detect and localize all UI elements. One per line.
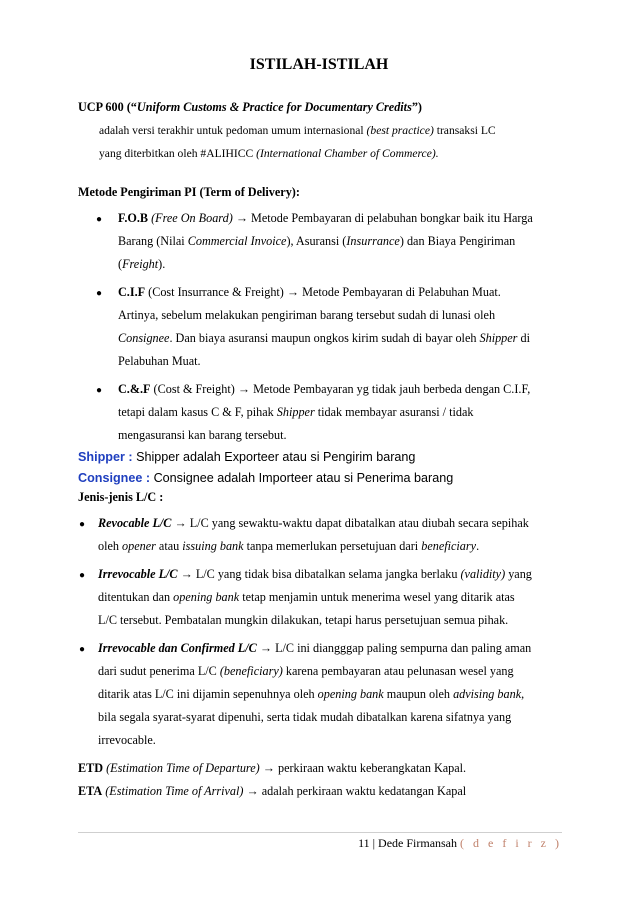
ucp-line-2 bbox=[78, 142, 562, 165]
ucp-heading-italic: Uniform Customs & Practice for Documentary Credits bbox=[136, 100, 412, 114]
metode-heading: Metode Pengiriman PI (Term of Delivery): bbox=[78, 185, 300, 199]
text: (validity) bbox=[460, 567, 506, 581]
text: Irrevocable L/C bbox=[98, 567, 178, 581]
text: , bbox=[521, 687, 525, 701]
text: F.O.B bbox=[118, 211, 149, 225]
footer bbox=[358, 836, 562, 851]
text: (International Chamber of Commerce). bbox=[256, 147, 439, 160]
text: Freight bbox=[122, 257, 159, 271]
text: oleh bbox=[98, 539, 123, 553]
lc-heading: Jenis-jenis L/C : bbox=[78, 490, 164, 504]
page-title: ISTILAH-ISTILAH bbox=[249, 56, 389, 73]
author-name: Dede Firmansah bbox=[378, 836, 461, 850]
confirmed-line-2 bbox=[98, 660, 562, 683]
arrow-icon: → bbox=[262, 761, 275, 775]
fob-line-2 bbox=[118, 230, 562, 253]
text: opening bank bbox=[173, 590, 240, 604]
cif-line-2: Artinya, sebelum melakukan pengiriman barang tersebut sudah di lunasi oleh bbox=[118, 308, 496, 322]
confirmed-line-1 bbox=[98, 637, 562, 660]
cf-line-2 bbox=[118, 401, 562, 424]
consignee-label: Consignee : bbox=[78, 471, 151, 485]
text: Consignee bbox=[118, 331, 170, 345]
fob-line-1 bbox=[118, 207, 562, 230]
bullet-icon: ● bbox=[96, 214, 103, 225]
shipper-line bbox=[78, 447, 562, 468]
text: ), Asuransi ( bbox=[286, 234, 347, 248]
text: (Estimation Time of Departure) bbox=[106, 761, 260, 775]
text: Shipper bbox=[479, 331, 518, 345]
text: L/C ini diangggap paling sempurna dan paling aman bbox=[272, 641, 532, 655]
text: L/C yang tidak bisa dibatalkan selama jangka berlaku bbox=[192, 567, 461, 581]
revocable-line-1 bbox=[98, 512, 562, 535]
text: ) dan Biaya Pengiriman bbox=[399, 234, 516, 248]
ucp-section bbox=[78, 96, 562, 165]
text: C.&.F bbox=[118, 382, 151, 396]
text: tetap menjamin untuk menerima wesel yang ditarik atas bbox=[239, 590, 515, 604]
cif-line-1 bbox=[118, 281, 562, 304]
text: (Cost Insurrance & Freight) bbox=[145, 285, 287, 299]
ucp-line-1 bbox=[78, 119, 562, 142]
arrow-icon: → bbox=[235, 211, 248, 225]
cf-line-1 bbox=[118, 378, 562, 401]
revocable-line-2 bbox=[98, 535, 562, 558]
text: L/C yang sewaktu-waktu dapat dibatalkan atau diubah secara sepihak bbox=[186, 516, 529, 530]
metode-section bbox=[78, 181, 562, 489]
list-item-confirmed bbox=[78, 637, 562, 752]
text: Metode Pembayaran di pelabuhan bongkar baik itu Harga bbox=[248, 211, 533, 225]
text: beneficiary bbox=[421, 539, 477, 553]
text: (Estimation Time of Arrival) bbox=[105, 784, 244, 798]
text: Shipper bbox=[276, 405, 315, 419]
text: ETD bbox=[78, 761, 104, 775]
text: yang bbox=[505, 567, 532, 581]
confirmed-line-3 bbox=[98, 683, 562, 706]
bullet-icon: ● bbox=[96, 385, 103, 396]
text: (beneficiary) bbox=[219, 664, 283, 678]
ucp-heading-start: UCP 600 (“ bbox=[78, 100, 137, 114]
author-nick: ( d e f i r z ) bbox=[460, 836, 562, 850]
arrow-icon: → bbox=[259, 641, 273, 655]
confirmed-line-5: irrevocable. bbox=[98, 733, 156, 747]
lc-section bbox=[78, 486, 562, 803]
text: di bbox=[517, 331, 530, 345]
footer-divider bbox=[78, 832, 562, 833]
list-item-cf bbox=[78, 378, 562, 447]
text: tidak membayar asuransi / tidak bbox=[314, 405, 474, 419]
text: (best practice) bbox=[366, 124, 434, 137]
fob-line-3 bbox=[118, 253, 562, 276]
text: advising bank bbox=[453, 687, 522, 701]
bullet-icon: ● bbox=[79, 570, 86, 581]
text: adalah perkiraan waktu kedatangan Kapal bbox=[258, 784, 467, 798]
text: (Free On Board) bbox=[151, 211, 233, 225]
text: . Dan biaya asuransi maupun ongkos kirim sudah di bayar oleh bbox=[169, 331, 480, 345]
text: Barang (Nilai bbox=[118, 234, 188, 248]
arrow-icon: → bbox=[174, 516, 187, 530]
text: maupun oleh bbox=[383, 687, 454, 701]
cif-line-4: Pelabuhan Muat. bbox=[118, 354, 201, 368]
text: Metode Pembayaran di Pelabuhan Muat. bbox=[299, 285, 501, 299]
bullet-icon: ● bbox=[96, 288, 103, 299]
list-item-revocable bbox=[78, 512, 562, 558]
page-number: 11 bbox=[358, 836, 370, 850]
eta-line bbox=[78, 780, 562, 803]
text: perkiraan waktu keberangkatan Kapal. bbox=[274, 761, 467, 775]
text: ). bbox=[158, 257, 166, 271]
text: opening bank bbox=[317, 687, 384, 701]
text: ( bbox=[118, 257, 123, 271]
ucp-heading-end: ”) bbox=[411, 100, 422, 114]
text: yang diterbitkan oleh #ALIHICC bbox=[99, 147, 257, 160]
text: Shipper adalah Exporteer atau si Pengirim barang bbox=[132, 450, 416, 464]
cf-line-3: mengasuransi kan barang tersebut. bbox=[118, 428, 287, 442]
text: opener bbox=[122, 539, 156, 553]
text: Irrevocable dan Confirmed L/C bbox=[98, 641, 257, 655]
bullet-icon: ● bbox=[79, 519, 86, 530]
etd-line bbox=[78, 757, 562, 780]
irrevocable-line-1 bbox=[98, 563, 562, 586]
text: tanpa memerlukan persetujuan dari bbox=[243, 539, 422, 553]
text: adalah versi terakhir untuk pedoman umum internasional bbox=[99, 124, 367, 137]
text: Consignee adalah Importeer atau si Penerima barang bbox=[150, 471, 454, 485]
text: Metode Pembayaran yg tidak jauh berbeda dengan C.I.F, bbox=[250, 382, 531, 396]
ucp-heading bbox=[78, 96, 562, 119]
arrow-icon: → bbox=[246, 784, 259, 798]
list-item-fob bbox=[78, 207, 562, 276]
bullet-icon: ● bbox=[79, 644, 86, 655]
cif-line-3 bbox=[118, 327, 562, 350]
text: Insurrance bbox=[346, 234, 400, 248]
arrow-icon: → bbox=[180, 567, 193, 581]
text: ditentukan dan bbox=[98, 590, 174, 604]
text: issuing bank bbox=[182, 539, 244, 553]
text: tetapi dalam kasus C & F, pihak bbox=[118, 405, 277, 419]
text: C.I.F bbox=[118, 285, 146, 299]
text: ditarik atas L/C ini dijamin sepenuhnya oleh bbox=[98, 687, 318, 701]
text: (Cost & Freight) bbox=[150, 382, 238, 396]
irrevocable-line-3: L/C tersebut. Pembatalan mungkin dilakukan, tetapi harus persetujuan semua pihak. bbox=[98, 613, 509, 627]
text: Commercial Invoice bbox=[187, 234, 287, 248]
shipper-label: Shipper : bbox=[78, 450, 133, 464]
irrevocable-line-2 bbox=[98, 586, 562, 609]
list-item-cif bbox=[78, 281, 562, 373]
text: ETA bbox=[78, 784, 103, 798]
list-item-irrevocable bbox=[78, 563, 562, 632]
text: atau bbox=[155, 539, 183, 553]
text: dari sudut penerima L/C bbox=[98, 664, 220, 678]
text: transaksi LC bbox=[433, 124, 496, 137]
arrow-icon: → bbox=[237, 382, 251, 396]
arrow-icon: → bbox=[286, 285, 300, 299]
text: | bbox=[369, 836, 379, 850]
text: Revocable L/C bbox=[98, 516, 172, 530]
confirmed-line-4: bila segala syarat-syarat dipenuhi, serta tidak mudah dibatalkan karena sifatnya yang bbox=[98, 710, 512, 724]
text: . bbox=[476, 539, 480, 553]
text: karena pembayaran atau pelunasan wesel yang bbox=[282, 664, 514, 678]
